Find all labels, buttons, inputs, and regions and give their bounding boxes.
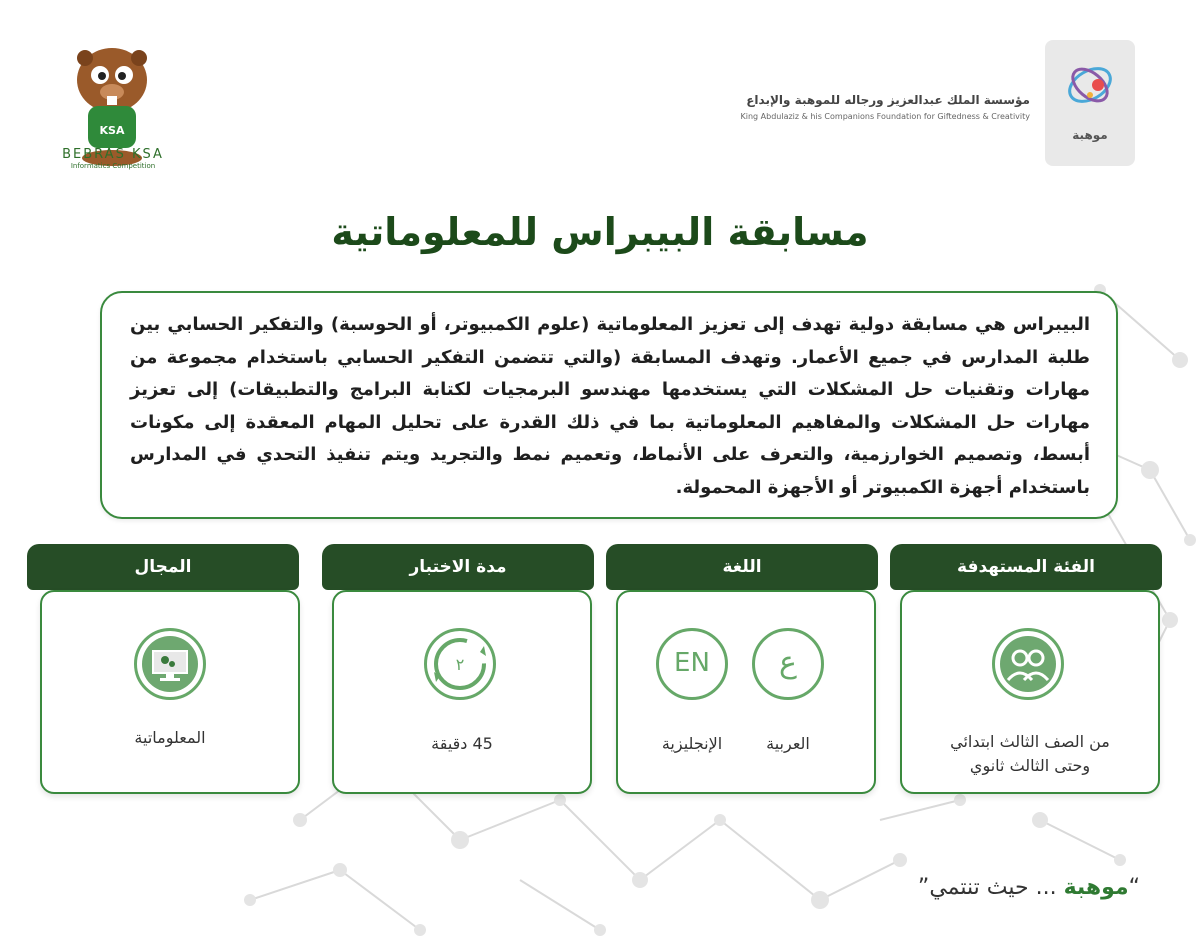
card-field	[40, 590, 300, 794]
card-target	[900, 590, 1160, 794]
card-language-header: اللغة	[606, 544, 878, 590]
tagline-quote-open: “	[1128, 875, 1140, 900]
mawhiba-swirl-icon	[1060, 55, 1120, 115]
tagline-separator: ...	[1028, 875, 1064, 900]
bebras-logo-title: BEBRAS KSA	[62, 147, 164, 162]
mawhiba-logo-label: موهبة	[1072, 128, 1108, 142]
card-duration-header: مدة الاختبار	[322, 544, 594, 590]
intro-box	[100, 291, 1118, 519]
card-language-english-label: الإنجليزية	[661, 734, 723, 753]
page-title: مسابقة البيبراس للمعلوماتية	[331, 210, 869, 254]
mawhiba-logo	[1045, 40, 1135, 166]
beaver-badge-text: KSA	[99, 124, 125, 137]
card-language-arabic-label: العربية	[766, 734, 810, 753]
intro-text: البيبراس هي مسابقة دولية تهدف إلى تعزيز المعلوماتية (علوم الكمبيوتر، أو الحوسبة) والتفكير الحسابي بين طلبة المدارس في جميع الأعمار. وتهدف المسابقة (والتي تتضمن التفكير الحسابي باستخدام مجموعة من مهارات وتقنيات حل المشكلات التي يستخدمها مهندسو البرمجيات لكتابة البرامج والتطبيقات) إلى تعزيز مهارات حل المشكلات والمفاهيم المعلوماتية بما في ذلك القدرة على تحليل المهام المعقدة إلى مكونات أبسط، وتصميم الخوارزمية، والتعرف على الأنماط، وتعميم نمط والتجريد ويتم تنفيذ التحدي في المدارس باستخدام أجهزة الكمبيوتر أو الأجهزة المحمولة.	[130, 314, 1090, 498]
clock-icon	[424, 628, 496, 700]
tagline-text: حيث تنتمي	[929, 875, 1029, 900]
tagline	[880, 875, 1140, 900]
card-duration	[332, 590, 592, 794]
foundation-name-english: King Abdulaziz & his Companions Foundation for Giftedness & Creativity	[740, 112, 1030, 121]
card-field-header: المجال	[27, 544, 299, 590]
svg-text:٢: ٢	[455, 655, 465, 674]
card-target-header: الفئة المستهدفة	[890, 544, 1162, 590]
arabic-language-icon: ع	[752, 628, 824, 700]
tagline-quote-close: ”	[917, 875, 930, 900]
card-duration-value: 45 دقيقة	[431, 734, 493, 753]
card-language	[616, 590, 876, 794]
card-target-line1: من الصف الثالث ابتدائي	[950, 732, 1110, 751]
english-language-icon: EN	[656, 628, 728, 700]
card-target-line2: وحتى الثالث ثانوي	[969, 756, 1091, 775]
bebras-logo-subtitle: Informatics Competition	[70, 162, 156, 170]
tagline-brand: موهبة	[1063, 875, 1129, 900]
monitor-icon	[134, 628, 206, 700]
foundation-name-arabic: مؤسسة الملك عبدالعزيز ورجاله للموهبة والإبداع	[746, 93, 1030, 107]
group-icon	[992, 628, 1064, 700]
card-field-value: المعلوماتية	[134, 728, 206, 747]
